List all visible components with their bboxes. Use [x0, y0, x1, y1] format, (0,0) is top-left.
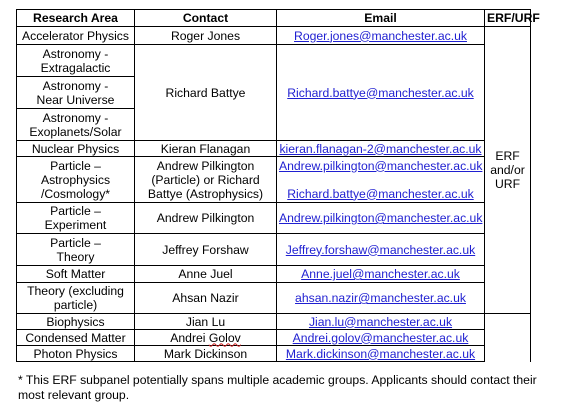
email-link[interactable]: Anne.juel@manchester.ac.uk — [277, 266, 485, 283]
contact-cell: Anne Juel — [135, 266, 277, 283]
area-cell: Soft Matter — [17, 266, 135, 283]
contact-cell: Jian Lu — [135, 314, 277, 330]
email-link[interactable]: Andrei.golov@manchester.ac.uk — [277, 330, 485, 346]
email-link[interactable]: kieran.flanagan-2@manchester.ac.uk — [277, 141, 485, 157]
area-cell: Accelerator Physics — [17, 27, 135, 45]
header-erf-urf: ERF/URF — [485, 10, 531, 27]
table-row — [17, 266, 531, 283]
email-link[interactable]: ahsan.nazir@manchester.ac.uk — [277, 283, 485, 314]
table-row — [17, 141, 531, 157]
contact-cell: Andrew Pilkington (Particle) or Richard Battye (Astrophysics) — [135, 157, 277, 203]
spellcheck-flagged-name: Golov — [208, 330, 241, 345]
email-link[interactable]: Andrew.pilkington@manchester.ac.uk — [277, 203, 485, 234]
table-row — [17, 45, 531, 77]
header-research-area: Research Area — [17, 10, 135, 27]
email-link[interactable]: Jian.lu@manchester.ac.uk — [277, 314, 485, 330]
area-cell: Particle – Astrophysics /Cosmology* — [17, 157, 135, 203]
contact-cell: Andrew Pilkington — [135, 203, 277, 234]
contact-first-name: Andrei — [170, 330, 209, 345]
contact-cell: Ahsan Nazir — [135, 283, 277, 314]
area-cell: Particle – Experiment — [17, 203, 135, 234]
email-link[interactable]: Richard.battye@manchester.ac.uk — [277, 45, 485, 141]
contact-cell — [135, 330, 277, 346]
area-cell: Condensed Matter — [17, 330, 135, 346]
table-row — [17, 157, 531, 203]
area-cell: Astronomy - Extragalactic — [17, 45, 135, 77]
email-link[interactable]: Jeffrey.forshaw@manchester.ac.uk — [277, 234, 485, 266]
contact-cell: Mark Dickinson — [135, 346, 277, 362]
table-row — [17, 283, 531, 314]
table-row — [17, 27, 531, 45]
table-row — [17, 346, 531, 362]
table-row — [17, 234, 531, 266]
contact-cell: Jeffrey Forshaw — [135, 234, 277, 266]
area-cell: Nuclear Physics — [17, 141, 135, 157]
email-link[interactable]: Roger.jones@manchester.ac.uk — [277, 27, 485, 45]
table-row — [17, 330, 531, 346]
table-header-row — [17, 10, 531, 27]
contact-cell: Kieran Flanagan — [135, 141, 277, 157]
contact-cell: Richard Battye — [135, 45, 277, 141]
email-link[interactable]: Andrew.pilkington@manchester.ac.uk — [279, 158, 483, 173]
area-cell: Particle – Theory — [17, 234, 135, 266]
area-cell: Biophysics — [17, 314, 135, 330]
email-link[interactable]: Mark.dickinson@manchester.ac.uk — [277, 346, 485, 362]
contact-cell: Roger Jones — [135, 27, 277, 45]
header-contact: Contact — [135, 10, 277, 27]
research-contacts-table — [16, 9, 540, 362]
email-cell — [277, 157, 485, 203]
area-cell: Astronomy - Exoplanets/Solar — [17, 109, 135, 141]
header-email: Email — [277, 10, 485, 27]
footnote: * This ERF subpanel potentially spans multiple academic groups. Applicants should contact their most relevant group. — [18, 373, 537, 402]
table-row — [17, 314, 531, 330]
area-cell: Photon Physics — [17, 346, 135, 362]
erf-urf-group-cell: ERF and/or URF — [485, 27, 531, 314]
area-cell: Theory (excluding particle) — [17, 283, 135, 314]
email-link[interactable]: Richard.battye@manchester.ac.uk — [287, 186, 474, 201]
table-row — [17, 203, 531, 234]
area-cell: Astronomy - Near Universe — [17, 77, 135, 109]
